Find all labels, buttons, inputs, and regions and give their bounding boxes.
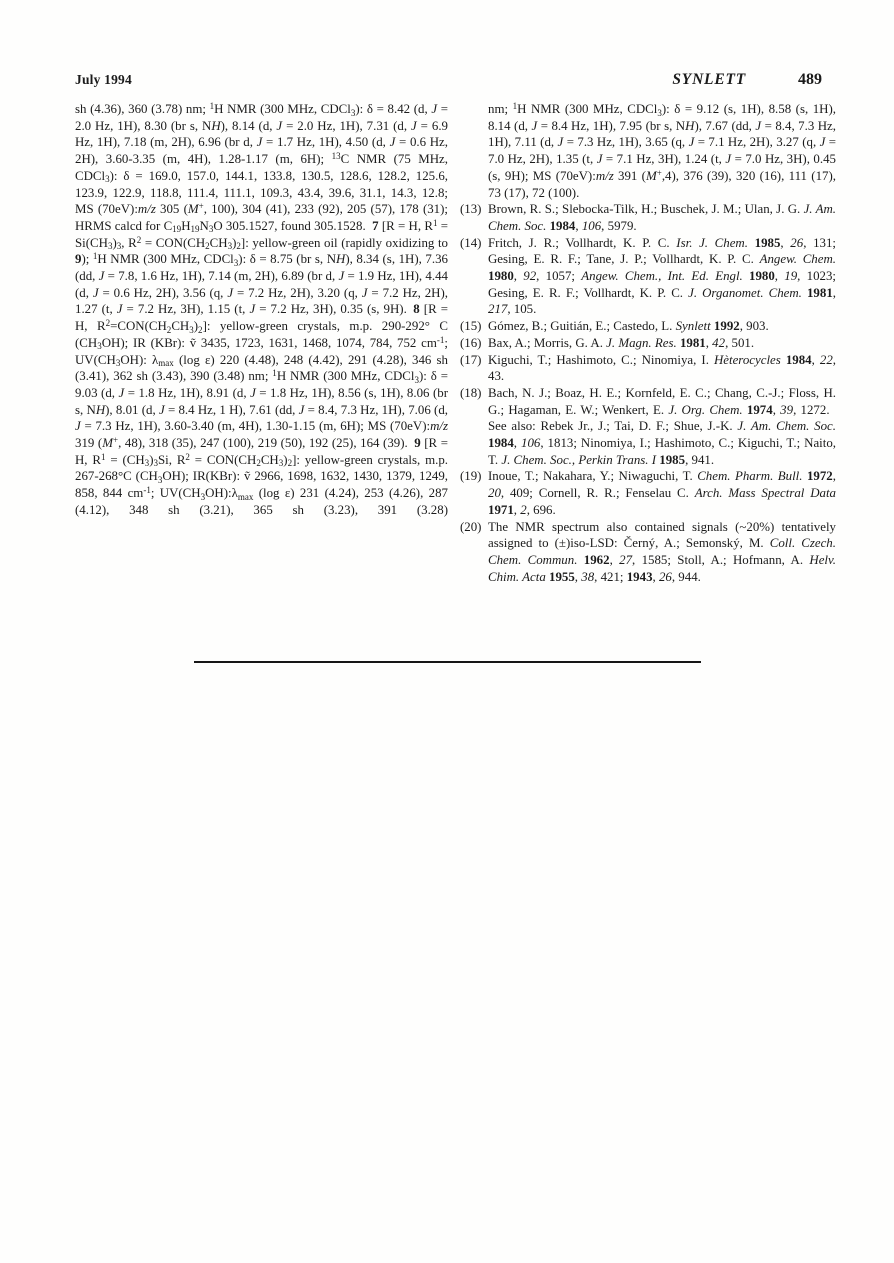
reference-item — [460, 318, 836, 335]
left-column — [75, 101, 448, 585]
two-column-body — [75, 101, 836, 585]
reference-text: Fritch, J. R.; Vollhardt, K. P. C. Isr. J. Chem. 1985, 26, 131; Gesing, E. R. F.; Tane, J. P.; Vollhardt, K. P. C. Angew. Chem. 1980, 92, 1057; Angew. Chem., Int. Ed. Engl. 1980, 19, 1023; Gesing, E. R. F.; Vollhardt, K. P. C. J. Organomet. Chem. 1981, 217, 105. — [488, 235, 837, 317]
reference-number: (14) — [460, 235, 482, 250]
reference-text: Brown, R. S.; Slebocka-Tilk, H.; Buschek, J. M.; Ulan, J. G. J. Am. Chem. Soc. 1984, 106, 5979. — [488, 202, 837, 233]
header-right-group — [672, 71, 822, 89]
reference-item — [460, 519, 836, 586]
reference-text: Inoue, T.; Nakahara, Y.; Niwaguchi, T. Chem. Pharm. Bull. 1972, 20, 409; Cornell, R. R.; Fenselau C. Arch. Mass Spectral Data 1971, 2, 696. — [488, 469, 836, 517]
reference-number: (16) — [460, 335, 482, 350]
journal-title: SYNLETT — [672, 71, 746, 88]
reference-item — [460, 335, 836, 352]
continuation-paragraph: nm; $^1$H NMR (300 MHz, CDCl$_3$): δ = 9.12 (s, 1H), 8.58 (s, 1H), 8.14 (d, J = 8.4 Hz, 1H), 7.95 (br s, NH), 7.67 (dd, J = 8.4, 7.3 Hz, 1H), 7.11 (d, J = 7.3 Hz, 1H), 3.65 (q, J = 7.1 Hz, 2H), 3.27 (q, J = 7.0 Hz, 2H), 1.35 (t, J = 7.1 Hz, 3H), 1.24 (t, J = 7.0 Hz, 3H), 0.45 (s, 9H); MS (70eV):m/z 391 (M+,4), 376 (39), 320 (16), 111 (17), 73 (17), 72 (100). — [488, 100, 837, 200]
reference-item — [460, 385, 836, 469]
page-number: 489 — [798, 71, 822, 88]
reference-number: (18) — [460, 385, 482, 400]
experimental-data-paragraph: sh (4.36), 360 (3.78) nm; $^1$H NMR (300 MHz, CDCl$_3$): δ = 8.42 (d, J = 2.0 Hz, 1H), 8.30 (br s, NH), 8.14 (d, J = 2.0 Hz, 1H), 7.31 (d, J = 6.9 Hz, 1H), 7.18 (m, 2H), 6.96 (br d, J = 1.7 Hz, 1H), 4.50 (d, J = 0.6 Hz, 2H), 3.60-3.35 (m, 4H), 1.28-1.17 (m, 6H); $^{13}$C NMR (75 MHz, CDCl$_3$): δ = 169.0, 157.0, 144.1, 133.8, 130.5, 128.6, 128.2, 125.6, 123.9, 122.9, 118.8, 111.4, 111.1, 109.3, 43.4, 39.6, 31.1, 14.3, 12.8; MS (70eV):m/z 305 (M+, 100), 304 (41), 233 (92), 205 (57), 178 (31); HRMS calcd for $C_{19}H_{19}N_3O$ 305.1527, found 305.1528. 7 [R = H, $R^1 = Si(CH_3)_3$, $R^2 = CON(CH_2CH_3)_2$]: yellow-green oil (rapidly oxidizing to 9); $^1$H NMR (300 MHz, CDCl$_3$): δ = 8.75 (br s, NH), 8.34 (s, 1H), 7.36 (dd, J = 7.8, 1.6 Hz, 1H), 7.14 (m, 2H), 6.89 (br d, J = 1.9 Hz, 1H), 4.44 (d, J = 0.6 Hz, 2H), 3.56 (q, J = 7.2 Hz, 2H), 3.20 (q, J = 7.2 Hz, 2H), 1.27 (t, J = 7.2 Hz, 3H), 1.15 (t, J = 7.2 Hz, 3H), 0.35 (s, 9H). 8 [R = H, $R^2=CON(CH_2CH_3)_2$]: yellow-green crystals, m.p. 290-292° C $(CH_3OH)$; IR (KBr): ṽ 3435, 1723, 1631, 1468, 1074, 784, 752 $cm^{-1}$; $UV(CH_3OH)$: $\lambda_{max}$ (log ε) 220 (4.48), 248 (4.42), 291 (4.28), 346 sh (3.41), 362 sh (3.43), 390 (3.48) nm; $^1$H NMR (300 MHz, CDCl$_3$): δ = 9.03 (d, J = 1.8 Hz, 1H), 8.91 (d, J = 1.8 Hz, 1H), 8.56 (s, 1H), 8.06 (br s, NH), 8.01 (d, J = 8.4 Hz, 1 H), 7.61 (dd, J = 8.4, 7.3 Hz, 1H), 7.06 (d, J = 7.3 Hz, 1H), 3.60-3.40 (m, 4H), 1.30-1.15 (m, 6H); MS (70eV):m/z 319 (M+, 48), 318 (35), 247 (100), 219 (50), 192 (25), 164 (39). 9 [R = H, $R^1 = (CH_3)_3Si$, $R^2 = CON(CH_2CH_3)_2$]: yellow-green crystals, m.p. 267-268°C $(CH_3OH)$; IR(KBr): ṽ 2966, 1698, 1632, 1430, 1379, 1249, 858, 844 $cm^{-1}$; $UV(CH_3OH):\lambda_{max}$ (log ε) 231 (4.24), 253 (4.26), 287 (4.12), 348 sh (3.21), 365 sh (3.23), 391 (3.28) — [75, 100, 449, 517]
page-header — [75, 71, 822, 89]
reference-text: Kiguchi, T.; Hashimoto, C.; Ninomiya, I. Hèterocycles 1984, 22, 43. — [488, 352, 836, 384]
reference-number: (20) — [460, 519, 482, 534]
issue-date: July 1994 — [75, 72, 132, 87]
reference-number: (15) — [460, 319, 482, 334]
reference-list — [460, 201, 836, 585]
reference-item — [460, 201, 836, 234]
reference-number: (13) — [460, 202, 482, 217]
reference-item — [460, 235, 836, 319]
reference-text: Bax, A.; Morris, G. A. J. Magn. Res. 1981, 42, 501. — [488, 335, 755, 350]
reference-number: (19) — [460, 469, 482, 484]
right-column — [460, 101, 836, 585]
reference-item — [460, 468, 836, 518]
reference-text: The NMR spectrum also contained signals (~20%) tentatively assigned to (±)iso-LSD: Černý, A.; Semonský, M. Coll. Czech. Chem. Commun. 1962, 27, 1585; Stoll, A.; Hofmann, A. Helv. Chim. Acta 1955, 38, 421; 1943, 26, 944. — [488, 519, 837, 584]
reference-text: Bach, N. J.; Boaz, H. E.; Kornfeld, E. C.; Chang, C.-J.; Floss, H. G.; Hagaman, E. W.; Wenkert, E. J. Org. Chem. 1974, 39, 1272. See also: Rebek Jr., J.; Tai, D. F.; Shue, J.-K. J. Am. Chem. Soc. 1984, 106, 1813; Ninomiya, I.; Hashimoto, C.; Kiguchi, T.; Naito, T. J. Chem. Soc., Perkin Trans. I 1985, 941. — [488, 385, 836, 467]
reference-item — [460, 352, 836, 385]
reference-number: (17) — [460, 352, 482, 367]
reference-text: Gómez, B.; Guitián, E.; Castedo, L. Synlett 1992, 903. — [488, 319, 769, 334]
section-divider-rule — [194, 661, 701, 663]
